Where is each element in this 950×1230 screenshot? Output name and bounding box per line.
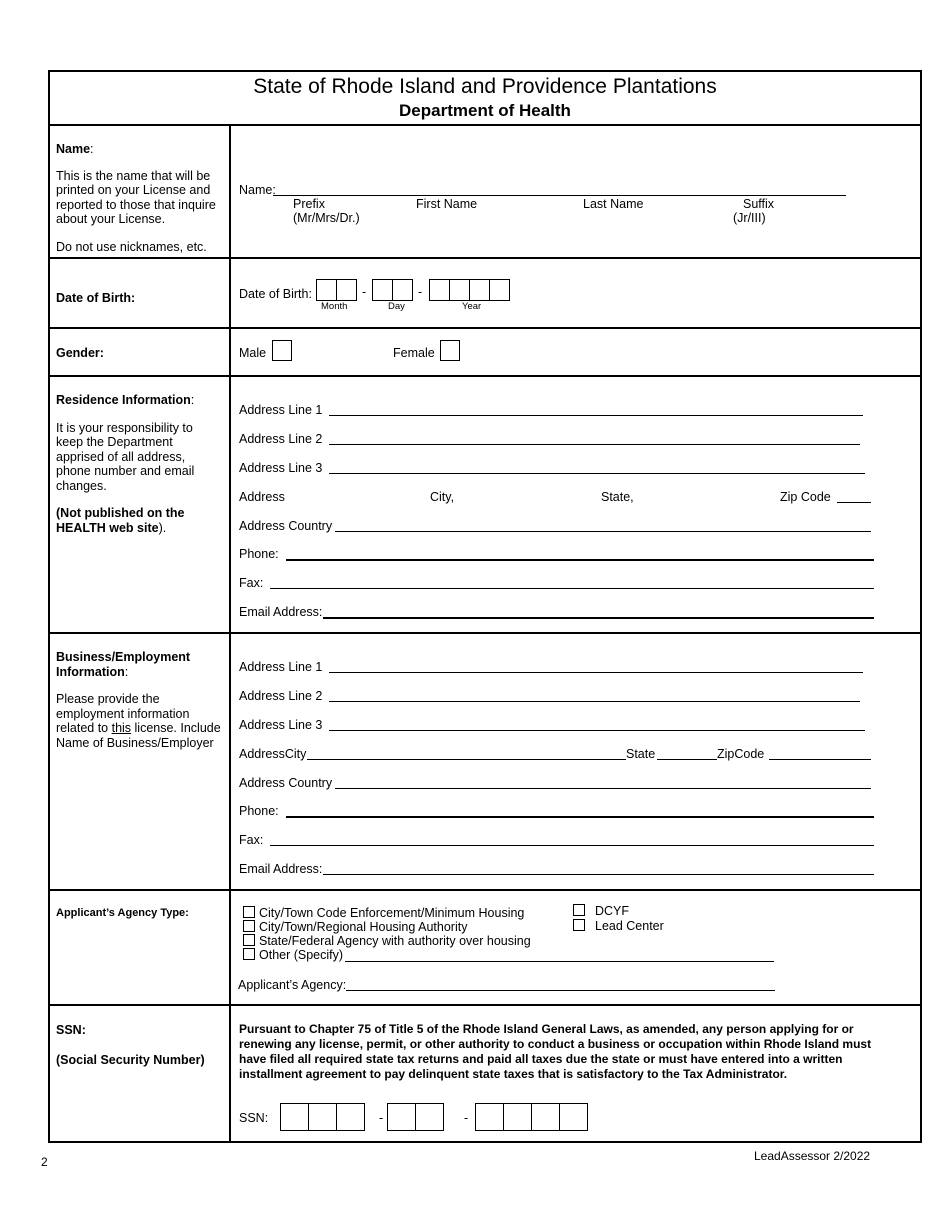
bus-address2-label: Address Line 2 <box>239 689 323 703</box>
agency-option-label: City/Town/Regional Housing Authority <box>259 920 468 934</box>
ssn-group-boxes[interactable] <box>388 1103 444 1131</box>
business-label-colon: : <box>124 664 129 679</box>
res-fax-input[interactable] <box>270 588 874 589</box>
dob-month-boxes[interactable] <box>317 279 357 301</box>
residence-section <box>50 377 920 634</box>
female-checkbox[interactable] <box>440 340 460 361</box>
bus-address2-input[interactable] <box>329 701 860 702</box>
business-section-label <box>50 634 231 889</box>
checkbox-icon <box>243 920 255 932</box>
form-header <box>50 72 920 126</box>
business-description-underlined: this <box>111 721 132 735</box>
name-note: Do not use nicknames, etc. <box>56 239 207 254</box>
bus-fax-label: Fax: <box>239 833 264 847</box>
agency-option-label: Lead Center <box>595 919 664 933</box>
agency-section <box>50 891 920 1006</box>
bus-zip-label: ZipCode <box>717 747 765 761</box>
bus-address1-input[interactable] <box>329 672 863 673</box>
agency-option-state-federal[interactable] <box>243 934 531 948</box>
first-name-label: First Name <box>416 197 478 211</box>
tax-compliance-statement: Pursuant to Chapter 75 of Title 5 of the Rhode Island General Laws, as amended, any person applying for or renewing any license, permit, or other authority to conduct a business or occupation within Rhode Island must have filed all required state tax returns and paid all taxes due the state or must have entered into a written installment agreement to pay delinquent state taxes that is satisfactory to the Tax Administrator. <box>239 1022 872 1081</box>
bus-phone-label: Phone: <box>239 804 279 818</box>
agency-option-label: City/Town Code Enforcement/Minimum Housing <box>259 906 525 920</box>
ssn-area-boxes[interactable] <box>281 1103 365 1131</box>
bus-zip-input[interactable] <box>769 759 871 760</box>
res-state-label: State, <box>601 490 634 504</box>
name-section-label <box>50 126 231 257</box>
ssn-section <box>50 1006 920 1143</box>
business-label: Business/Employment Information <box>56 650 191 679</box>
res-phone-input[interactable] <box>286 559 874 561</box>
residence-label: Residence Information <box>56 393 191 407</box>
male-label: Male <box>239 346 267 360</box>
ssn-label: SSN: <box>56 1023 86 1037</box>
name-fields <box>233 126 920 257</box>
bus-state-label: State <box>626 747 656 761</box>
page-subtitle: Department of Health <box>399 101 571 120</box>
res-address2-input[interactable] <box>329 444 860 445</box>
dob-field-label: Date of Birth: <box>239 287 312 301</box>
residence-fields <box>233 377 920 632</box>
agency-label: Applicant’s Agency Type: <box>56 907 189 919</box>
dob-dash-1: - <box>362 285 367 299</box>
bus-country-label: Address Country <box>239 776 333 790</box>
agency-option-code-enforcement[interactable] <box>243 906 524 920</box>
business-section <box>50 634 920 891</box>
bus-city-input[interactable] <box>307 759 626 760</box>
bus-phone-input[interactable] <box>286 816 874 818</box>
name-input-line[interactable] <box>273 195 846 196</box>
res-country-input[interactable] <box>335 531 871 532</box>
dob-section-label <box>50 259 231 327</box>
gender-label: Gender: <box>56 346 104 360</box>
page-number: 2 <box>41 1155 48 1169</box>
dob-day-boxes[interactable] <box>373 279 413 301</box>
ssn-dash-1: - <box>379 1111 384 1125</box>
residence-description: It is your responsibility to keep the Department apprised of all address, phone number and email changes. <box>56 420 195 493</box>
res-address-label: Address <box>239 490 285 504</box>
residence-label-colon: : <box>190 393 195 407</box>
gender-fields <box>233 329 920 375</box>
ssn-dash-2: - <box>464 1111 469 1125</box>
prefix-hint: (Mr/Mrs/Dr.) <box>293 211 360 225</box>
dob-label: Date of Birth: <box>56 291 136 305</box>
agency-option-label: Other (Specify) <box>259 948 344 962</box>
dob-fields <box>233 259 920 327</box>
agency-fields <box>233 891 920 1004</box>
suffix-label: Suffix <box>743 197 775 211</box>
checkbox-icon <box>573 904 585 916</box>
res-email-input[interactable] <box>323 617 874 619</box>
business-fields <box>233 634 920 889</box>
application-form <box>48 70 922 1143</box>
res-fax-label: Fax: <box>239 576 264 590</box>
suffix-hint: (Jr/III) <box>733 211 766 225</box>
dob-year-boxes[interactable] <box>430 279 510 301</box>
bus-state-input[interactable] <box>657 759 717 760</box>
business-description-post: license. Include Name of Business/Employer <box>56 721 221 750</box>
agency-field-label: Applicant’s Agency: <box>238 978 347 992</box>
agency-option-housing-authority[interactable] <box>243 920 467 934</box>
name-label: Name <box>56 142 91 156</box>
residence-note: (Not published on the HEALTH web site <box>56 506 185 535</box>
dob-dash-2: - <box>418 285 423 299</box>
res-address1-input[interactable] <box>329 415 863 416</box>
res-zip-label: Zip Code <box>780 490 831 504</box>
ssn-fields <box>233 1006 920 1143</box>
checkbox-icon <box>243 906 255 918</box>
res-address3-input[interactable] <box>329 473 865 474</box>
res-address3-label: Address Line 3 <box>239 461 323 475</box>
agency-option-label: State/Federal Agency with authority over housing <box>259 934 531 948</box>
bus-email-input[interactable] <box>323 874 874 875</box>
res-email-label: Email Address: <box>239 605 323 619</box>
dob-month-label: Month <box>321 301 348 312</box>
gender-section-label <box>50 329 231 375</box>
dob-section <box>50 259 920 329</box>
ssn-field-label: SSN: <box>239 1111 269 1125</box>
residence-section-label <box>50 377 231 632</box>
bus-country-input[interactable] <box>335 788 871 789</box>
business-description-pre: Please provide the employment information related to <box>56 692 190 735</box>
name-description: This is the name that will be printed on your License and reported to those that inquire about your License. <box>56 168 216 226</box>
dob-day-label: Day <box>388 301 405 312</box>
res-phone-label: Phone: <box>239 547 279 561</box>
agency-other-input[interactable] <box>345 961 774 962</box>
bus-address1-label: Address Line 1 <box>239 660 323 674</box>
bus-fax-input[interactable] <box>270 845 874 846</box>
bus-address3-input[interactable] <box>329 730 865 731</box>
last-name-label: Last Name <box>583 197 644 211</box>
ssn-label-full: (Social Security Number) <box>56 1052 205 1067</box>
residence-note-end: ). <box>158 520 167 535</box>
name-field-label: Name: <box>239 183 276 197</box>
checkbox-icon <box>573 919 585 931</box>
gender-section <box>50 329 920 377</box>
ssn-section-label <box>50 1006 231 1143</box>
ssn-serial-boxes[interactable] <box>476 1103 588 1131</box>
page-title: State of Rhode Island and Providence Plantations <box>253 75 717 98</box>
dob-year-label: Year <box>462 301 482 312</box>
checkbox-icon <box>243 948 255 960</box>
bus-city-label: AddressCity <box>239 747 307 761</box>
bus-address3-label: Address Line 3 <box>239 718 323 732</box>
checkbox-icon <box>243 934 255 946</box>
agency-option-dcyf[interactable] <box>573 904 629 918</box>
male-checkbox[interactable] <box>272 340 292 361</box>
bus-email-label: Email Address: <box>239 862 323 876</box>
res-address1-label: Address Line 1 <box>239 403 323 417</box>
form-id: LeadAssessor 2/2022 <box>754 1149 871 1163</box>
agency-input[interactable] <box>346 990 775 991</box>
res-country-label: Address Country <box>239 519 333 533</box>
prefix-label: Prefix <box>293 197 325 211</box>
agency-section-label <box>50 891 231 1004</box>
name-section <box>50 126 920 259</box>
name-label-colon: : <box>90 142 94 156</box>
res-city-label: City, <box>430 490 455 504</box>
agency-option-label: DCYF <box>595 904 630 918</box>
agency-option-other[interactable] <box>243 948 343 962</box>
res-zip-input[interactable] <box>837 502 871 503</box>
res-address2-label: Address Line 2 <box>239 432 323 446</box>
female-label: Female <box>393 346 435 360</box>
agency-option-lead-center[interactable] <box>573 919 664 933</box>
